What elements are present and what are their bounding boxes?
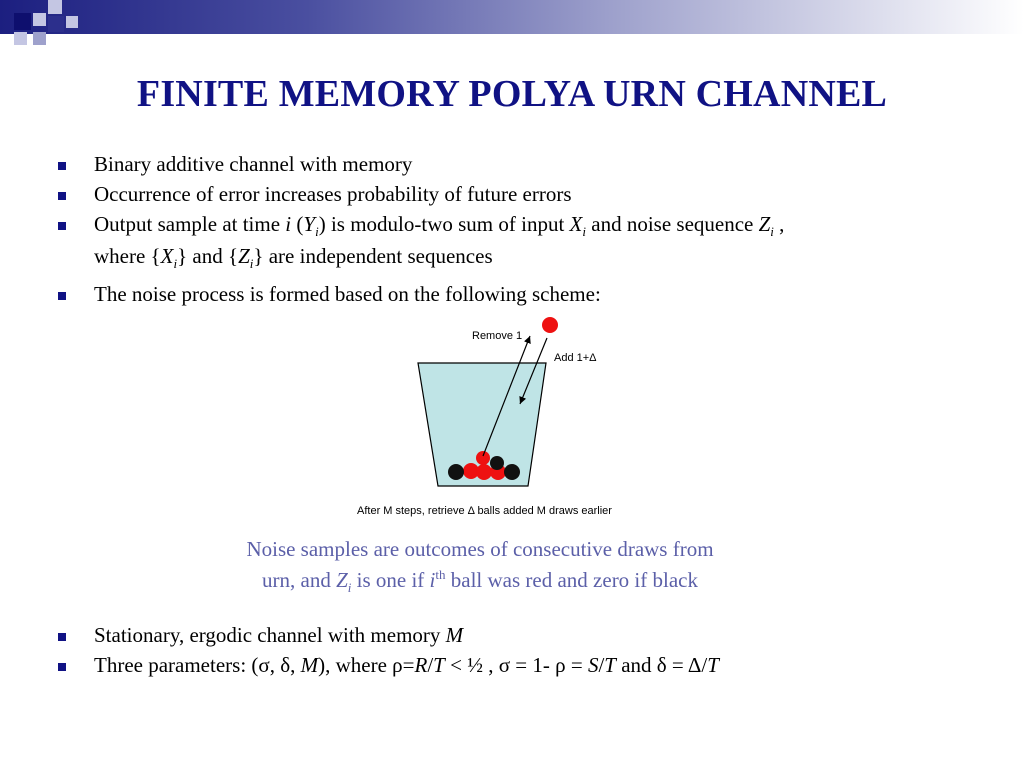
red-ball bbox=[476, 451, 490, 465]
add-label: Add 1+Δ bbox=[554, 352, 597, 364]
black-ball bbox=[448, 464, 464, 480]
bullet-item: Output sample at time i $(Y_i)$ is modulo-two sum of input $X_i$ and noise sequence $Z_i$ , where $\{X_i\}$ and $\{Z_i\}$ are independent sequences bbox=[58, 212, 958, 276]
black-ball bbox=[504, 464, 520, 480]
bullet-item: Stationary, ergodic channel with memory M bbox=[58, 623, 958, 647]
slide-title: FINITE MEMORY POLYA URN CHANNEL bbox=[136, 73, 888, 115]
red-ball bbox=[476, 464, 492, 480]
header-gradient-band bbox=[0, 0, 1024, 34]
remove-label: Remove 1 bbox=[472, 330, 523, 342]
bullet-item: The noise process is formed based on the following scheme: bbox=[58, 282, 958, 306]
bullet-item: Binary additive channel with memory bbox=[58, 152, 958, 176]
square-bullet-icon bbox=[58, 663, 66, 671]
diagram-caption: Noise samples are outcomes of consecutive draws from urn, and $Z_i$ is one if $i^{th}$ ball was red and zero if black bbox=[246, 537, 714, 596]
square-bullet-icon bbox=[58, 292, 66, 300]
black-ball bbox=[490, 456, 504, 470]
bullet-list-top bbox=[58, 152, 958, 312]
bullet-item: Occurrence of error increases probability of future errors bbox=[58, 182, 958, 206]
polya-urn-diagram bbox=[350, 308, 660, 523]
red-ball bbox=[542, 317, 558, 333]
bullet-item: Three parameters: (σ, δ, M), where ρ=R/T < ½ , σ = 1- ρ = S/T and δ = Δ/T bbox=[58, 653, 958, 677]
square-bullet-icon bbox=[58, 222, 66, 230]
diagram-bottom-label: After M steps, retrieve Δ balls added M draws earlier bbox=[357, 505, 612, 517]
bullet-list-bottom bbox=[58, 623, 958, 683]
square-bullet-icon bbox=[58, 633, 66, 641]
square-bullet-icon bbox=[58, 162, 66, 170]
square-bullet-icon bbox=[58, 192, 66, 200]
